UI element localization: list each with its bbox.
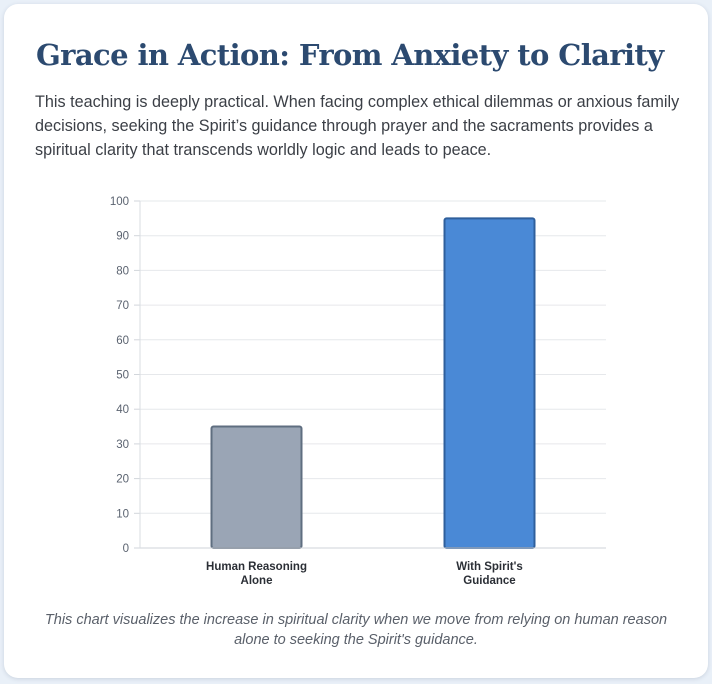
y-tick-label: 0 [122,543,129,555]
y-tick-label: 90 [116,230,129,243]
page-title: Grace in Action: From Anxiety to Clarity [36,38,664,72]
y-tick-label: 40 [116,404,129,417]
bar-human-reasoning [212,427,302,548]
y-tick-label: 10 [116,508,129,521]
y-tick-label: 30 [116,438,129,451]
x-category-label: Human Reasoning [206,561,307,573]
x-category-label: Alone [240,575,273,587]
y-tick-label: 100 [109,196,129,208]
intro-paragraph: This teaching is deeply practical. When facing complex ethical dilemmas or anxious family decisions, seeking the Spirit’s guidance through prayer and the sacraments provides a spiritual clarity that transcends worldly logic and leads to peace. [35,93,680,159]
y-tick-label: 70 [116,300,129,313]
chart-caption: This chart visualizes the increase in spiritual clarity when we move from relying on human reason alone to seeking the Spirit's guidance. [44,612,668,648]
x-category-label: Guidance [463,575,516,587]
x-category-label: With Spirit's [456,561,523,573]
y-tick-label: 60 [116,334,129,347]
y-tick-label: 80 [116,265,129,278]
bars [212,218,535,548]
y-axis-ticks [110,196,140,555]
grid-lines [140,201,606,513]
y-tick-label: 20 [116,473,129,486]
x-axis-labels [206,561,523,587]
y-tick-label: 50 [116,369,129,382]
bar-spirit-guidance [445,218,535,548]
